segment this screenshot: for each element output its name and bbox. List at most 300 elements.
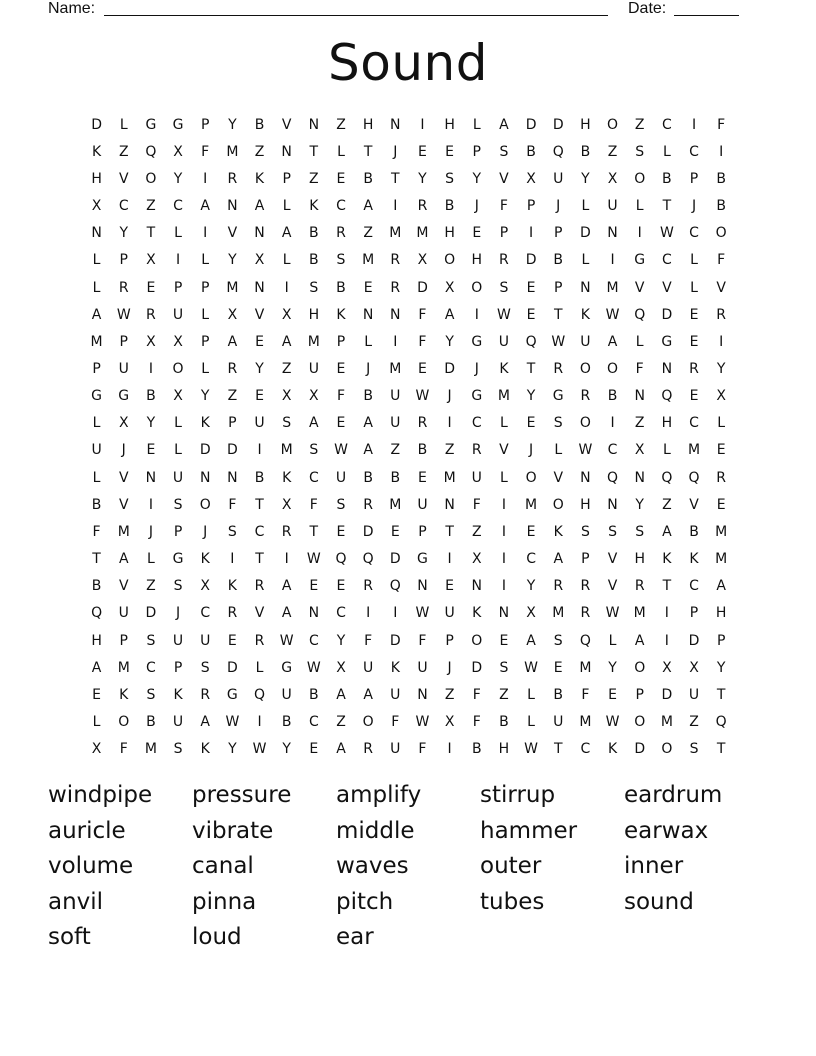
grid-letter: Q bbox=[525, 333, 537, 350]
grid-letter: D bbox=[91, 116, 102, 133]
grid-letter: U bbox=[580, 333, 591, 350]
grid-letter: G bbox=[145, 116, 157, 133]
grid-letter: H bbox=[498, 741, 510, 758]
grid-letter: P bbox=[554, 225, 563, 242]
grid-letter: I bbox=[610, 252, 615, 269]
grid-letter: U bbox=[688, 686, 700, 703]
grid-letter: I bbox=[393, 198, 398, 215]
grid-letter: M bbox=[579, 659, 592, 676]
grid-letter: P bbox=[554, 279, 563, 296]
grid-letter: I bbox=[148, 496, 153, 513]
grid-letter: I bbox=[447, 551, 452, 568]
grid-letter: T bbox=[662, 198, 672, 215]
grid-letter: X bbox=[634, 442, 645, 459]
grid-letter: E bbox=[472, 225, 482, 242]
grid-letter: E bbox=[390, 523, 400, 540]
grid-letter: H bbox=[444, 116, 455, 133]
grid-letter: B bbox=[689, 523, 699, 540]
grid-letter: L bbox=[174, 415, 182, 432]
grid-letter: Q bbox=[91, 605, 103, 622]
grid-letter: A bbox=[526, 632, 536, 649]
grid-letter: S bbox=[689, 741, 699, 758]
grid-letter: E bbox=[227, 632, 237, 649]
grid-letter: E bbox=[526, 415, 536, 432]
grid-letter: W bbox=[252, 741, 267, 758]
grid-letter: D bbox=[389, 551, 401, 568]
grid-letter: N bbox=[308, 116, 320, 133]
grid-letter: K bbox=[254, 170, 265, 187]
grid-letter: Q bbox=[145, 143, 157, 160]
grid-letter: Q bbox=[607, 469, 619, 486]
grid-letter: K bbox=[200, 551, 210, 568]
grid-letter: O bbox=[118, 714, 130, 731]
grid-letter: P bbox=[200, 116, 210, 133]
grid-letter: N bbox=[390, 306, 401, 323]
grid-letter: X bbox=[173, 388, 183, 405]
grid-letter: N bbox=[227, 198, 238, 215]
grid-letter: M bbox=[280, 442, 293, 459]
grid-letter: W bbox=[306, 551, 321, 568]
word-list-item: anvil bbox=[48, 888, 104, 915]
grid-letter: X bbox=[91, 741, 102, 758]
grid-letter: B bbox=[662, 170, 672, 187]
grid-letter: C bbox=[689, 143, 699, 160]
grid-letter: Z bbox=[146, 578, 156, 595]
grid-letter: Y bbox=[526, 578, 536, 595]
grid-letter: Y bbox=[119, 225, 129, 242]
grid-row bbox=[83, 546, 735, 573]
grid-letter: T bbox=[716, 686, 726, 703]
word-list-item: canal bbox=[192, 853, 254, 880]
grid-letter: E bbox=[92, 686, 101, 703]
grid-letter: S bbox=[608, 523, 617, 540]
grid-letter: S bbox=[309, 279, 319, 296]
grid-letter: D bbox=[634, 741, 646, 758]
grid-letter: N bbox=[607, 496, 618, 513]
grid-letter: Z bbox=[227, 388, 238, 405]
word-list-item: loud bbox=[192, 924, 242, 951]
grid-letter: E bbox=[445, 578, 455, 595]
grid-letter: X bbox=[281, 306, 292, 323]
grid-letter: X bbox=[254, 252, 265, 269]
grid-letter: X bbox=[281, 496, 292, 513]
date-blank-line bbox=[674, 15, 739, 16]
grid-letter: Y bbox=[173, 170, 183, 187]
grid-letter: D bbox=[688, 632, 700, 649]
grid-letter: T bbox=[716, 741, 726, 758]
grid-letter: U bbox=[498, 333, 510, 350]
grid-letter: I bbox=[257, 442, 262, 459]
grid-letter: Y bbox=[472, 170, 482, 187]
word-list-item: hammer bbox=[480, 817, 578, 844]
grid-letter: X bbox=[146, 252, 156, 269]
grid-letter: T bbox=[255, 496, 264, 513]
grid-letter: M bbox=[715, 551, 728, 568]
grid-letter: X bbox=[173, 143, 183, 160]
grid-letter: N bbox=[498, 605, 510, 622]
grid-letter: F bbox=[309, 496, 318, 513]
grid-letter: B bbox=[309, 225, 319, 242]
grid-letter: B bbox=[607, 388, 618, 405]
grid-letter: M bbox=[389, 360, 402, 377]
grid-letter: E bbox=[526, 279, 536, 296]
grid-letter: O bbox=[552, 496, 564, 513]
grid-letter: E bbox=[309, 578, 319, 595]
grid-letter: C bbox=[308, 632, 319, 649]
grid-letter: B bbox=[254, 116, 265, 133]
grid-letter: B bbox=[471, 741, 482, 758]
grid-letter: P bbox=[119, 333, 128, 350]
grid-letter: R bbox=[363, 741, 373, 758]
grid-letter: K bbox=[282, 469, 292, 486]
grid-letter: R bbox=[118, 279, 129, 296]
grid-letter: O bbox=[525, 469, 537, 486]
grid-letter: F bbox=[418, 741, 427, 758]
grid-letter: R bbox=[417, 415, 428, 432]
grid-letter: E bbox=[336, 360, 346, 377]
grid-letter: C bbox=[661, 252, 672, 269]
grid-row bbox=[83, 736, 735, 763]
grid-row bbox=[83, 573, 735, 600]
grid-letter: I bbox=[393, 333, 398, 350]
word-list-item: stirrup bbox=[480, 782, 556, 808]
grid-letter: J bbox=[393, 143, 398, 160]
grid-letter: A bbox=[281, 578, 292, 595]
grid-letter: C bbox=[689, 415, 699, 432]
grid-letter: P bbox=[689, 170, 699, 187]
grid-letter: C bbox=[200, 605, 211, 622]
grid-letter: B bbox=[553, 252, 564, 269]
grid-letter: L bbox=[119, 116, 128, 133]
grid-letter: L bbox=[717, 415, 726, 432]
grid-letter: P bbox=[92, 360, 101, 377]
grid-letter: T bbox=[92, 551, 101, 568]
grid-letter: M bbox=[687, 442, 701, 459]
grid-letter: M bbox=[579, 714, 592, 731]
grid-letter: E bbox=[553, 659, 563, 676]
grid-letter: E bbox=[336, 578, 346, 595]
grid-letter: D bbox=[525, 116, 537, 133]
grid-letter: L bbox=[174, 442, 182, 459]
grid-letter: X bbox=[336, 659, 346, 676]
grid-letter: M bbox=[606, 279, 619, 296]
grid-letter: G bbox=[471, 388, 483, 405]
grid-row bbox=[83, 192, 735, 219]
grid-letter: O bbox=[607, 116, 619, 133]
grid-letter: I bbox=[230, 551, 235, 568]
grid-letter: H bbox=[308, 306, 320, 323]
grid-letter: V bbox=[281, 116, 292, 133]
grid-letter: N bbox=[390, 116, 401, 133]
grid-letter: F bbox=[201, 143, 210, 160]
grid-letter: O bbox=[471, 632, 483, 649]
grid-letter: L bbox=[92, 714, 101, 731]
grid-letter: B bbox=[580, 143, 591, 160]
grid-letter: P bbox=[418, 523, 427, 540]
grid-letter: Y bbox=[146, 415, 156, 432]
grid-letter: K bbox=[553, 523, 563, 540]
grid-letter: L bbox=[500, 415, 508, 432]
grid-letter: B bbox=[281, 714, 292, 731]
grid-letter: N bbox=[417, 578, 428, 595]
grid-letter: B bbox=[553, 686, 564, 703]
grid-letter: O bbox=[579, 360, 591, 377]
grid-letter: J bbox=[148, 523, 153, 540]
grid-letter: L bbox=[92, 252, 101, 269]
grid-letter: D bbox=[226, 659, 238, 676]
grid-letter: M bbox=[226, 279, 239, 296]
grid-letter: I bbox=[637, 225, 642, 242]
grid-letter: R bbox=[200, 686, 211, 703]
grid-letter: M bbox=[389, 496, 402, 513]
grid-letter: M bbox=[715, 523, 728, 540]
grid-letter: N bbox=[580, 279, 591, 296]
grid-letter: B bbox=[146, 388, 156, 405]
grid-letter: W bbox=[334, 442, 348, 459]
grid-letter: R bbox=[390, 279, 401, 296]
word-list bbox=[48, 778, 768, 956]
grid-letter: P bbox=[716, 632, 726, 649]
grid-letter: V bbox=[634, 279, 645, 296]
grid-letter: X bbox=[118, 415, 129, 432]
grid-letter: C bbox=[471, 415, 482, 432]
grid-letter: U bbox=[390, 415, 401, 432]
grid-letter: L bbox=[364, 333, 373, 350]
grid-letter: R bbox=[716, 306, 727, 323]
grid-letter: V bbox=[118, 469, 129, 486]
grid-letter: V bbox=[607, 578, 618, 595]
grid-letter: D bbox=[471, 659, 483, 676]
word-list-item: inner bbox=[624, 853, 684, 880]
name-blank-line bbox=[104, 15, 608, 16]
word-list-item: vibrate bbox=[192, 817, 274, 844]
grid-letter: V bbox=[607, 551, 618, 568]
grid-letter: F bbox=[391, 714, 400, 731]
grid-letter: S bbox=[309, 442, 319, 459]
grid-letter: N bbox=[254, 225, 265, 242]
grid-letter: U bbox=[471, 469, 482, 486]
grid-letter: W bbox=[605, 714, 620, 731]
grid-letter: S bbox=[499, 279, 509, 296]
grid-letter: Q bbox=[715, 714, 727, 731]
grid-letter: C bbox=[689, 225, 699, 242]
grid-letter: K bbox=[472, 605, 482, 622]
grid-letter: G bbox=[661, 333, 673, 350]
word-list-item: waves bbox=[336, 853, 409, 880]
grid-row bbox=[83, 681, 735, 708]
grid-letter: L bbox=[337, 143, 345, 160]
grid-letter: L bbox=[690, 252, 698, 269]
grid-letter: E bbox=[689, 388, 699, 405]
grid-letter: E bbox=[716, 442, 726, 459]
grid-letter: K bbox=[499, 360, 509, 377]
grid-letter: N bbox=[607, 225, 618, 242]
grid-letter: N bbox=[254, 279, 265, 296]
grid-letter: S bbox=[173, 578, 183, 595]
grid-letter: O bbox=[607, 360, 619, 377]
grid-letter: P bbox=[173, 523, 183, 540]
grid-letter: A bbox=[444, 306, 455, 323]
grid-letter: F bbox=[472, 686, 481, 703]
grid-letter: P bbox=[499, 225, 509, 242]
grid-row bbox=[83, 220, 735, 247]
grid-letter: M bbox=[90, 333, 103, 350]
grid-letter: D bbox=[417, 279, 428, 296]
word-list-item: windpipe bbox=[48, 782, 153, 808]
grid-letter: Z bbox=[471, 523, 482, 540]
grid-letter: P bbox=[119, 632, 128, 649]
grid-letter: M bbox=[633, 605, 646, 622]
grid-letter: H bbox=[715, 605, 727, 622]
grid-letter: L bbox=[282, 252, 291, 269]
grid-letter: F bbox=[418, 632, 427, 649]
grid-letter: T bbox=[255, 551, 264, 568]
grid-letter: D bbox=[226, 442, 238, 459]
grid-letter: Y bbox=[200, 388, 210, 405]
grid-letter: J bbox=[366, 360, 371, 377]
grid-letter: P bbox=[173, 659, 183, 676]
grid-letter: A bbox=[634, 632, 645, 649]
grid-letter: B bbox=[363, 170, 373, 187]
grid-letter: G bbox=[634, 252, 646, 269]
grid-letter: C bbox=[336, 198, 346, 215]
grid-letter: M bbox=[552, 605, 565, 622]
grid-letter: X bbox=[227, 306, 238, 323]
grid-letter: E bbox=[336, 170, 346, 187]
grid-letter: B bbox=[336, 279, 346, 296]
grid-letter: E bbox=[336, 415, 346, 432]
grid-letter: M bbox=[226, 143, 239, 160]
grid-letter: A bbox=[281, 225, 292, 242]
grid-letter: I bbox=[664, 632, 669, 649]
grid-letter: I bbox=[529, 225, 534, 242]
grid-letter: M bbox=[660, 714, 673, 731]
grid-letter: R bbox=[336, 225, 346, 242]
grid-letter: F bbox=[717, 252, 726, 269]
grid-letter: E bbox=[255, 388, 264, 405]
grid-letter: W bbox=[415, 605, 430, 622]
grid-letter: P bbox=[689, 605, 699, 622]
grid-letter: F bbox=[418, 333, 427, 350]
grid-letter: O bbox=[145, 170, 157, 187]
grid-letter: C bbox=[146, 659, 156, 676]
grid-letter: C bbox=[526, 551, 536, 568]
grid-letter: K bbox=[607, 741, 618, 758]
grid-letter: E bbox=[689, 306, 699, 323]
grid-letter: R bbox=[417, 198, 428, 215]
grid-letter: T bbox=[309, 523, 319, 540]
grid-letter: I bbox=[284, 279, 289, 296]
grid-letter: S bbox=[635, 143, 645, 160]
grid-letter: H bbox=[580, 496, 591, 513]
grid-letter: I bbox=[501, 523, 506, 540]
grid-letter: L bbox=[554, 442, 563, 459]
grid-letter: W bbox=[306, 659, 321, 676]
grid-letter: M bbox=[416, 225, 429, 242]
grid-letter: N bbox=[634, 388, 645, 405]
grid-letter: Z bbox=[444, 686, 455, 703]
grid-letter: W bbox=[659, 225, 674, 242]
grid-letter: E bbox=[363, 279, 373, 296]
word-list-item: eardrum bbox=[624, 782, 723, 808]
grid-letter: V bbox=[499, 170, 509, 187]
grid-letter: C bbox=[173, 198, 183, 215]
grid-letter: L bbox=[635, 198, 644, 215]
grid-letter: L bbox=[581, 198, 590, 215]
grid-letter: Z bbox=[118, 143, 129, 160]
grid-letter: A bbox=[91, 306, 102, 323]
grid-letter: X bbox=[716, 388, 726, 405]
grid-letter: A bbox=[363, 442, 373, 459]
grid-letter: W bbox=[116, 306, 131, 323]
grid-letter: J bbox=[691, 198, 697, 215]
grid-letter: Z bbox=[336, 714, 346, 731]
grid-row bbox=[83, 518, 735, 545]
grid-letter: Z bbox=[634, 116, 645, 133]
grid-row bbox=[83, 301, 735, 328]
grid-letter: I bbox=[148, 360, 153, 377]
grid-letter: Z bbox=[689, 714, 699, 731]
grid-row bbox=[83, 464, 735, 491]
grid-letter: P bbox=[173, 279, 183, 296]
grid-letter: L bbox=[201, 252, 210, 269]
grid-letter: H bbox=[580, 116, 591, 133]
grid-letter: D bbox=[552, 116, 564, 133]
grid-letter: C bbox=[336, 605, 346, 622]
grid-letter: C bbox=[661, 116, 672, 133]
grid-letter: P bbox=[228, 415, 237, 432]
grid-letter: U bbox=[172, 306, 184, 323]
grid-letter: L bbox=[500, 469, 508, 486]
grid-letter: A bbox=[254, 198, 265, 215]
grid-letter: X bbox=[689, 659, 699, 676]
grid-letter: U bbox=[172, 632, 184, 649]
grid-row bbox=[83, 600, 735, 627]
grid-letter: R bbox=[227, 605, 238, 622]
grid-letter: L bbox=[581, 252, 590, 269]
grid-letter: F bbox=[418, 306, 427, 323]
grid-letter: X bbox=[200, 578, 210, 595]
grid-letter: L bbox=[92, 469, 101, 486]
grid-letter: Z bbox=[309, 170, 319, 187]
grid-letter: X bbox=[607, 170, 618, 187]
grid-letter: F bbox=[92, 523, 101, 540]
grid-letter: Y bbox=[608, 659, 617, 676]
grid-letter: M bbox=[525, 496, 538, 513]
grid-letter: L bbox=[201, 306, 210, 323]
grid-letter: J bbox=[447, 659, 452, 676]
grid-letter: Y bbox=[336, 632, 346, 649]
grid-letter: I bbox=[501, 551, 506, 568]
grid-letter: O bbox=[172, 360, 184, 377]
grid-letter: O bbox=[199, 496, 211, 513]
grid-letter: K bbox=[689, 551, 699, 568]
grid-letter: V bbox=[499, 442, 509, 459]
grid-letter: G bbox=[172, 551, 184, 568]
grid-letter: U bbox=[200, 632, 211, 649]
grid-letter: J bbox=[529, 442, 534, 459]
grid-letter: U bbox=[254, 415, 265, 432]
grid-letter: A bbox=[662, 523, 672, 540]
word-list-item: ear bbox=[336, 924, 374, 951]
grid-letter: B bbox=[444, 198, 455, 215]
grid-letter: E bbox=[526, 306, 536, 323]
grid-letter: Y bbox=[445, 333, 454, 350]
grid-letter: O bbox=[715, 225, 727, 242]
grid-letter: I bbox=[447, 415, 452, 432]
grid-letter: T bbox=[363, 143, 373, 160]
word-list-item: earwax bbox=[624, 817, 709, 844]
